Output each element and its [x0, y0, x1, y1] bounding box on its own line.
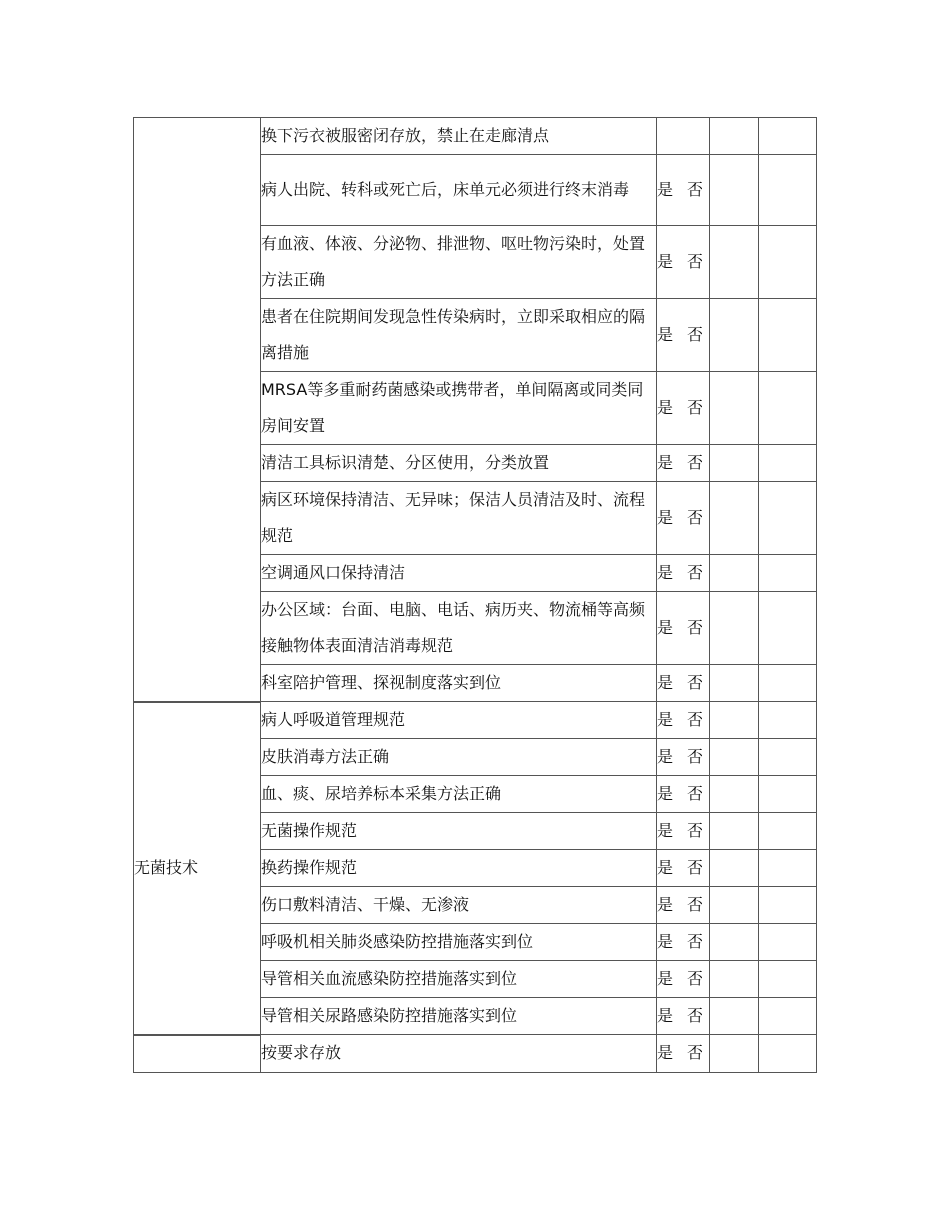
yes-no-cell[interactable] [657, 555, 710, 592]
yes-no-cell[interactable] [657, 998, 710, 1035]
option-yes[interactable]: 是 [657, 821, 674, 840]
blank-cell[interactable] [759, 702, 817, 739]
table-row [134, 118, 817, 155]
blank-cell[interactable] [710, 850, 759, 887]
yes-no-cell[interactable] [657, 155, 710, 226]
yes-no-cell[interactable] [657, 226, 710, 299]
blank-cell[interactable] [710, 592, 759, 665]
option-no[interactable]: 否 [687, 325, 704, 344]
blank-cell[interactable] [759, 961, 817, 998]
option-yes[interactable]: 是 [657, 1006, 674, 1025]
option-no[interactable]: 否 [687, 858, 704, 877]
option-no[interactable]: 否 [687, 618, 704, 637]
blank-cell[interactable] [759, 776, 817, 813]
option-yes[interactable]: 是 [657, 618, 674, 637]
item-text: 导管相关尿路感染防控措施落实到位 [261, 998, 657, 1035]
blank-cell[interactable] [710, 665, 759, 702]
option-yes[interactable]: 是 [657, 563, 674, 582]
option-no[interactable]: 否 [687, 673, 704, 692]
yes-no-cell[interactable] [657, 299, 710, 372]
yes-no-cell[interactable] [657, 961, 710, 998]
yes-no-cell[interactable] [657, 1035, 710, 1073]
yes-no-cell[interactable] [657, 445, 710, 482]
blank-cell[interactable] [759, 555, 817, 592]
yes-no-cell[interactable] [657, 592, 710, 665]
category-cell [134, 1035, 261, 1073]
option-yes[interactable]: 是 [657, 932, 674, 951]
option-yes[interactable]: 是 [657, 858, 674, 877]
blank-cell[interactable] [710, 226, 759, 299]
option-no[interactable]: 否 [687, 453, 704, 472]
option-no[interactable]: 否 [687, 180, 704, 199]
yes-no-cell[interactable] [657, 813, 710, 850]
option-yes[interactable]: 是 [657, 453, 674, 472]
blank-cell[interactable] [759, 155, 817, 226]
blank-cell[interactable] [759, 924, 817, 961]
blank-cell[interactable] [759, 118, 817, 155]
option-no[interactable]: 否 [687, 969, 704, 988]
option-yes[interactable]: 是 [657, 1043, 674, 1063]
item-text: 呼吸机相关肺炎感染防控措施落实到位 [261, 924, 657, 961]
blank-cell[interactable] [710, 813, 759, 850]
blank-cell[interactable] [759, 592, 817, 665]
option-yes[interactable]: 是 [657, 398, 674, 417]
item-text: 办公区域：台面、电脑、电话、病历夹、物流桶等高频接触物体表面清洁消毒规范 [261, 592, 657, 665]
blank-cell[interactable] [710, 961, 759, 998]
item-text: 空调通风口保持清洁 [261, 555, 657, 592]
blank-cell[interactable] [710, 998, 759, 1035]
option-no[interactable]: 否 [687, 784, 704, 803]
item-text: 病人出院、转科或死亡后，床单元必须进行终末消毒 [261, 155, 657, 226]
blank-cell[interactable] [710, 1035, 759, 1073]
yes-no-cell[interactable] [657, 850, 710, 887]
blank-cell[interactable] [710, 924, 759, 961]
blank-cell[interactable] [759, 850, 817, 887]
option-no[interactable]: 否 [687, 1043, 704, 1063]
option-yes[interactable]: 是 [657, 784, 674, 803]
yes-no-cell[interactable] [657, 372, 710, 445]
option-no[interactable]: 否 [687, 747, 704, 766]
blank-cell[interactable] [759, 813, 817, 850]
blank-cell[interactable] [710, 555, 759, 592]
blank-cell[interactable] [759, 482, 817, 555]
blank-cell[interactable] [710, 739, 759, 776]
item-text: MRSA等多重耐药菌感染或携带者，单间隔离或同类同房间安置 [261, 372, 657, 445]
option-yes[interactable]: 是 [657, 710, 674, 729]
table-row [134, 702, 817, 739]
option-yes[interactable]: 是 [657, 180, 674, 199]
blank-cell[interactable] [759, 226, 817, 299]
item-text: 换药操作规范 [261, 850, 657, 887]
blank-cell[interactable] [710, 372, 759, 445]
option-no[interactable]: 否 [687, 252, 704, 271]
item-text: 换下污衣被服密闭存放，禁止在走廊清点 [261, 118, 657, 155]
blank-cell[interactable] [759, 299, 817, 372]
category-cell: 无菌技术 [134, 702, 261, 1035]
item-text: 科室陪护管理、探视制度落实到位 [261, 665, 657, 702]
blank-cell[interactable] [759, 1035, 817, 1073]
blank-cell[interactable] [759, 445, 817, 482]
item-text: 导管相关血流感染防控措施落实到位 [261, 961, 657, 998]
option-yes[interactable]: 是 [657, 969, 674, 988]
blank-cell[interactable] [710, 776, 759, 813]
option-yes[interactable]: 是 [657, 325, 674, 344]
item-text: 患者在住院期间发现急性传染病时，立即采取相应的隔离措施 [261, 299, 657, 372]
blank-cell[interactable] [759, 887, 817, 924]
yes-no-cell[interactable] [657, 702, 710, 739]
blank-cell[interactable] [710, 482, 759, 555]
blank-cell[interactable] [759, 739, 817, 776]
option-no[interactable]: 否 [687, 563, 704, 582]
yes-no-cell[interactable] [657, 739, 710, 776]
option-no[interactable]: 否 [687, 398, 704, 417]
inspection-table [133, 117, 817, 1073]
blank-cell[interactable] [710, 118, 759, 155]
option-no[interactable]: 否 [687, 895, 704, 914]
yes-no-cell[interactable] [657, 887, 710, 924]
blank-cell[interactable] [759, 372, 817, 445]
blank-cell[interactable] [710, 887, 759, 924]
item-text: 无菌操作规范 [261, 813, 657, 850]
blank-cell[interactable] [759, 998, 817, 1035]
option-no[interactable]: 否 [687, 1006, 704, 1025]
blank-cell[interactable] [710, 445, 759, 482]
item-text: 按要求存放 [261, 1035, 657, 1073]
yes-no-cell[interactable] [657, 482, 710, 555]
blank-cell[interactable] [759, 665, 817, 702]
category-cell [134, 118, 261, 702]
option-yes[interactable]: 是 [657, 747, 674, 766]
option-yes[interactable]: 是 [657, 252, 674, 271]
option-no[interactable]: 否 [687, 932, 704, 951]
option-no[interactable]: 否 [687, 821, 704, 840]
option-no[interactable]: 否 [687, 710, 704, 729]
blank-cell[interactable] [710, 299, 759, 372]
yes-no-cell[interactable] [657, 118, 710, 155]
item-text: 伤口敷料清洁、干燥、无渗液 [261, 887, 657, 924]
item-text: 清洁工具标识清楚、分区使用，分类放置 [261, 445, 657, 482]
item-text: 病区环境保持清洁、无异味；保洁人员清洁及时、流程规范 [261, 482, 657, 555]
option-no[interactable]: 否 [687, 508, 704, 527]
item-text: 皮肤消毒方法正确 [261, 739, 657, 776]
item-text: 有血液、体液、分泌物、排泄物、呕吐物污染时，处置方法正确 [261, 226, 657, 299]
yes-no-cell[interactable] [657, 924, 710, 961]
option-yes[interactable]: 是 [657, 673, 674, 692]
blank-cell[interactable] [710, 155, 759, 226]
item-text: 血、痰、尿培养标本采集方法正确 [261, 776, 657, 813]
table-row [134, 1035, 817, 1073]
item-text: 病人呼吸道管理规范 [261, 702, 657, 739]
yes-no-cell[interactable] [657, 776, 710, 813]
option-yes[interactable]: 是 [657, 508, 674, 527]
blank-cell[interactable] [710, 702, 759, 739]
option-yes[interactable]: 是 [657, 895, 674, 914]
yes-no-cell[interactable] [657, 665, 710, 702]
